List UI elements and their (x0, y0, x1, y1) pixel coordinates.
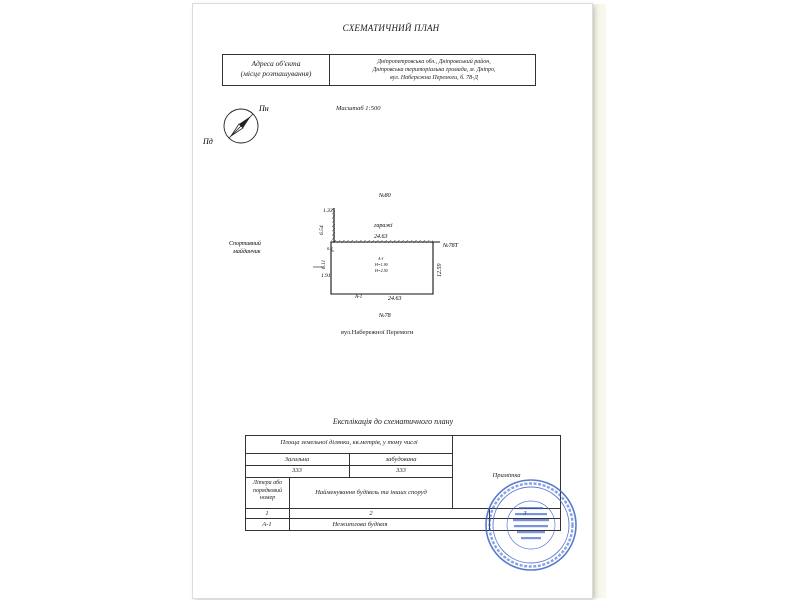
total-header: Загальна (284, 456, 310, 463)
document-title: СХЕМАТИЧНИЙ ПЛАН (342, 23, 440, 33)
address-label (223, 59, 329, 79)
building-area1: Н=1.90 (375, 262, 388, 267)
dim-left-mid2-label: 6.11 (321, 259, 327, 269)
col-number-1: 1 (265, 510, 269, 517)
dim-left-mid1-label: 6.54 (319, 225, 325, 235)
address-label-line1: Адреса об'єкта (251, 59, 301, 68)
garages-label: гаражі (374, 223, 393, 229)
neighbor-top-label: №80 (379, 193, 391, 199)
address-line1: Дніпропетровська обл., Дніпровський район, (377, 59, 491, 65)
area-header: Площа земельної ділянки, кв.метрів, у тому числі (280, 439, 418, 446)
scale-label: Масштаб 1:500 (336, 105, 381, 112)
address-line2: Дніпровська територіальна громада, м. Дніпро, (372, 67, 496, 73)
dim-left-top-label: 1.33 (323, 208, 333, 214)
row1-letter: А-1 (262, 521, 272, 528)
compass-rose-icon (201, 104, 271, 152)
dim-bottom-left-label: А-1 (355, 295, 363, 300)
dim-left-bottom-label: 1.91 (321, 273, 331, 279)
compass-north-label: Пн (259, 104, 269, 113)
sports-ground-label-line2: майданчик (233, 249, 261, 255)
page-edge (592, 4, 606, 598)
dim-bottom-label: 24.63 (388, 296, 402, 302)
dim-small-label: 0.2 (327, 246, 333, 251)
address-table (222, 54, 536, 86)
building-label: А-1 (378, 256, 384, 261)
site-plan (193, 179, 592, 349)
built-value: 333 (396, 467, 406, 474)
neighbor-right-label: №78Т (443, 243, 458, 249)
plot-outline (331, 208, 433, 294)
address-label-line2: (місце розташування) (240, 69, 312, 78)
dim-top-label: 24.63 (374, 234, 388, 240)
built-header: забудована (385, 456, 417, 463)
document-page (193, 4, 592, 598)
dim-right-label: 12.59 (437, 263, 443, 277)
official-stamp (483, 477, 579, 573)
address-table-divider (329, 55, 330, 85)
building-area2: Н=2.50 (375, 268, 388, 273)
note-header: Примітка (492, 472, 521, 479)
street-label: вул.Набережної Перемоги (341, 329, 414, 336)
compass-south-label: Пд (203, 137, 213, 146)
col-number-2: 2 (369, 510, 373, 517)
address-value (335, 58, 533, 82)
neighbor-bottom-label: №78 (379, 313, 391, 319)
letter-header: Літера або порядковий номер (252, 480, 283, 501)
address-line3: вул. Набережна Перемоги, б. 78-Д (390, 75, 478, 81)
total-value: 333 (292, 467, 302, 474)
row1-name: Нежитлова будівля (332, 521, 388, 528)
name-header: Найменування будівель та інших споруд (315, 489, 427, 496)
sports-ground-label-line1: Спортивний (229, 241, 261, 247)
explication-title: Експлікація до схематичного плану (332, 417, 454, 426)
